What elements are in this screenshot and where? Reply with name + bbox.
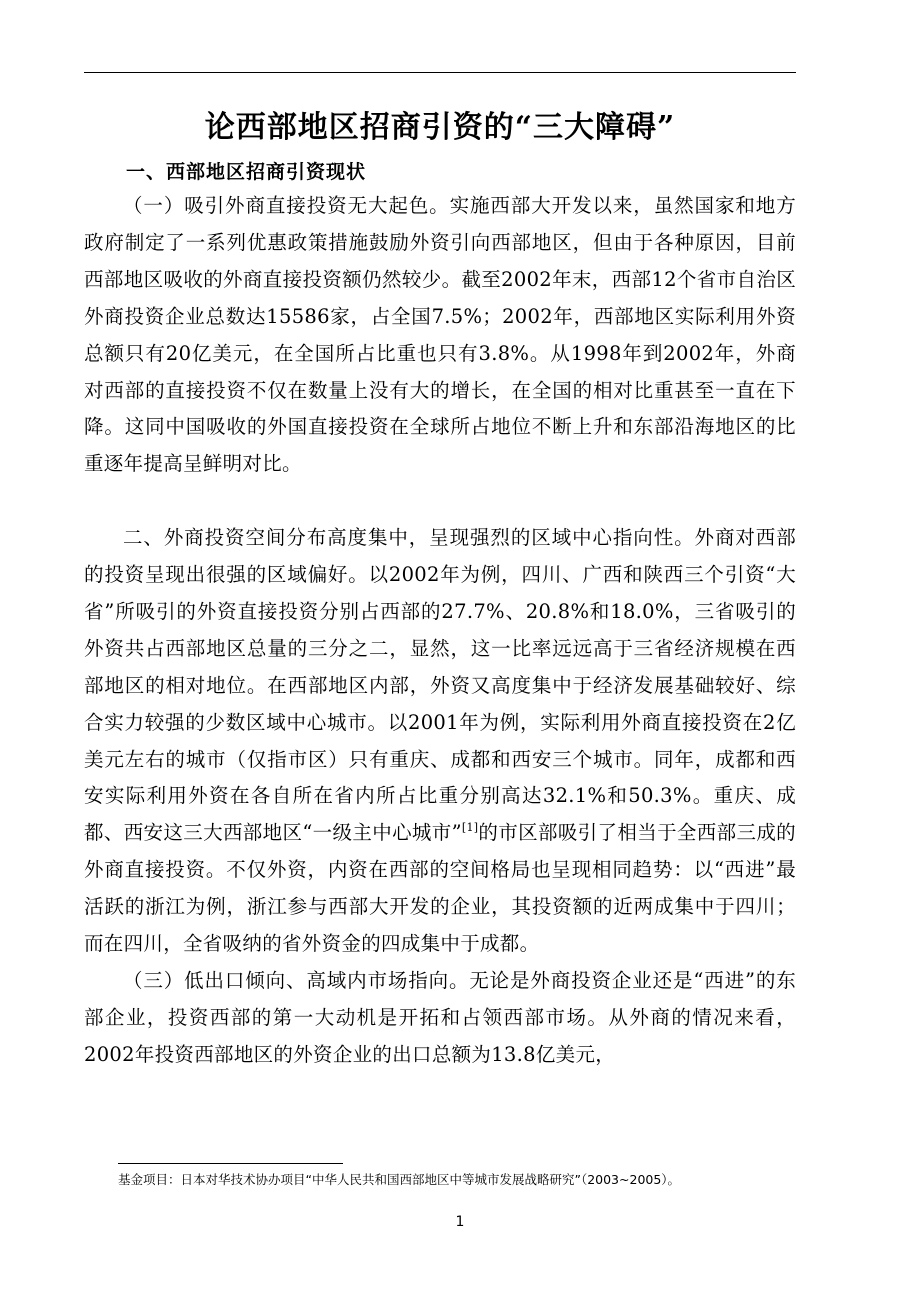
paragraph-3: （三）低出口倾向、高域内市场指向。无论是外商投资企业还是“西进”的东部企业，投资西部的第一大动机是开拓和占领西部市场。从外商的情况来看，2002年投资西部地区的外资企业的出口总额为13.8亿美元， [84, 969, 796, 1066]
paragraph-1: （一）吸引外商直接投资无大起色。实施西部大开发以来，虽然国家和地方政府制定了一系列优惠政策措施鼓励外资引向西部地区，但由于各种原因，目前西部地区吸收的外商直接投资额仍然较少。截至2002年末，西部12个省市自治区外商投资企业总数达15586家，占全国7.5%；2002年，西部地区实际利用外资总额只有20亿美元，在全国所占比重也只有3.8%。从1998年到2002年，外商对西部的直接投资不仅在数量上没有大的增长，在全国的相对比重甚至一直在下降。这同中国吸收的外国直接投资在全球所占地位不断上升和东部沿海地区的比重逐年提高呈鲜明对比。 [84, 194, 796, 476]
paragraph-2-part-a: 二、外商投资空间分布高度集中，呈现强烈的区域中心指向性。外商对西部的投资呈现出很强的区域偏好。以2002年为例，四川、广西和陕西三个引资“大省”所吸引的外资直接投资分别占西部的27.7%、20.8%和18.0%，三省吸引的外资共占西部地区总量的三分之二，显然，这一比率远远高于三省经济规模在西部地区的相对地位。在西部地区内部，外资又高度集中于经济发展基础较好、综合实力较强的少数区域中心城市。以2001年为例，实际利用外商直接投资在2亿美元左右的城市（仅指市区）只有重庆、成都和西安三个城市。同年，成都和西安实际利用外资在各自所在省内所占比重分别高达32.1%和50.3%。重庆、成都、西安这三大西部地区“一级主中心城市” [84, 526, 796, 845]
document-title: 论西部地区招商引资的“三大障碍” [204, 110, 676, 145]
footnote-rule [118, 1163, 343, 1164]
footnote: 基金项目：日本对华技术协办项目“中华人民共和国西部地区中等城市发展战略研究”（2003~2005）。 [118, 1172, 681, 1187]
footnote-reference[interactable]: [1] [461, 821, 479, 835]
section-heading: 一、西部地区招商引资现状 [126, 161, 367, 183]
header-rule [84, 72, 796, 73]
body-text [84, 188, 796, 1074]
paragraph-2-part-b: 的市区部吸引了相当于全西部三成的外商直接投资。不仅外资，内资在西部的空间格局也呈现相同趋势：以“西进”最活跃的浙江为例，浙江参与西部大开发的企业，其投资额的近两成集中于四川；而在四川，全省吸纳的省外资金的四成集中于成都。 [84, 821, 796, 956]
paragraph-2 [84, 520, 796, 963]
page-number: 1 [455, 1214, 465, 1230]
